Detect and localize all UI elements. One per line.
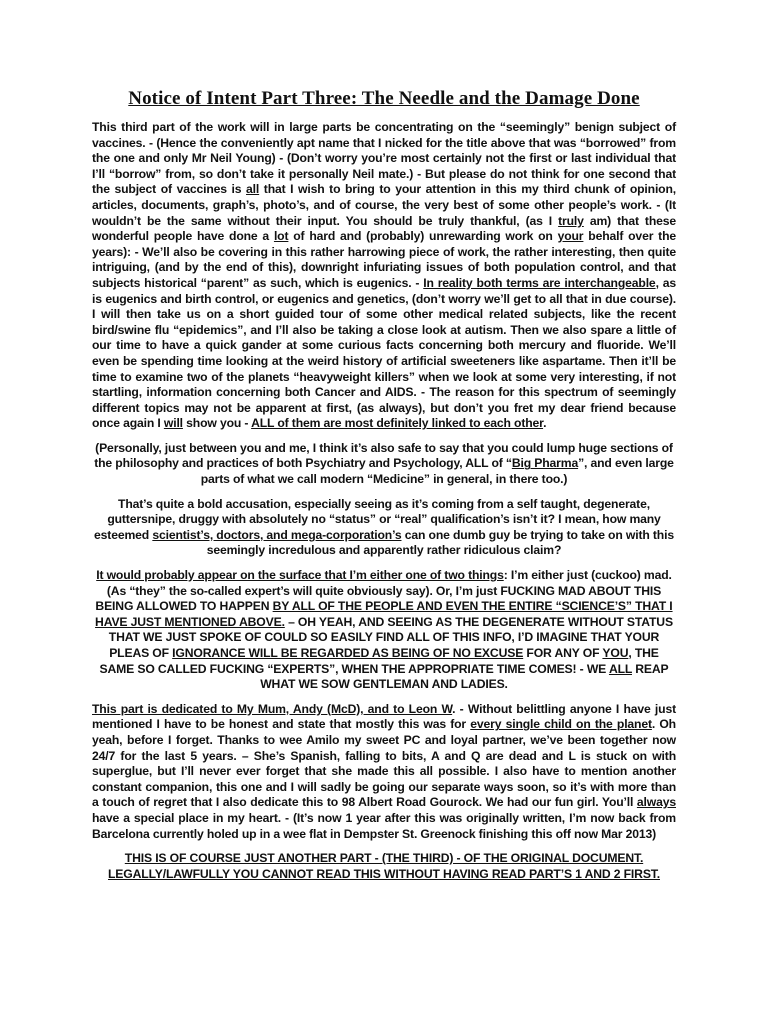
text-run: ”, and even large parts of what we call modern “Medicine” in general, in there too.) [200, 456, 674, 487]
text-run: FOR ANY OF [523, 646, 603, 660]
underlined-text: every single child on the planet [470, 717, 652, 732]
underlined-text: It would probably appear on the surface that I’m either one of two things [96, 568, 504, 583]
underlined-text: IGNORANCE WILL BE REGARDED AS BEING OF NO EXCUSE [172, 646, 524, 660]
paragraph-two-things [92, 568, 676, 693]
text-run: (Personally, just between you and me, I think it’s also safe to say that you could lump huge sections of the philosophy and practices of both Psychiatry and Psychology, ALL of “ [94, 440, 673, 471]
underlined-text: In reality both terms are interchangeable [423, 275, 656, 290]
underlined-text: always [636, 795, 676, 810]
text-run: have a special place in my heart. - (It’s now 1 year after this was originally written, I’m now back from Barcelona currently holed up in a wee flat in Dempster St. Greenock finishing this off now Mar 2013) [92, 810, 676, 841]
text-run: that I wish to bring to your attention in this my third chunk of opinion, articles, documents, graph’s, photo’s, and of course, the very best of some other people’s work. - (It wouldn’t be the same without their input. You should be truly thankful, (as I [92, 182, 677, 228]
paragraph-intro [92, 120, 676, 432]
paragraph-legal-notice [92, 851, 676, 882]
text-run: This third part of the work will in large parts be concentrating on the “seemingly” benign subject of vaccines. - (Hence the conveniently apt name that I nicked for the title above that was “borrowed” from the one and only Mr Neil Young) - (Don’t worry you’re most certainly not the first or last individual that I’ll “borrow” from, so don’t take it personally Neil mate.) - But please do not think for one second that the subject of vaccines is [92, 120, 676, 197]
text-run: , as is eugenics and birth control, or eugenics and genetics, (don’t worry we’ll get to all that in due course). I will then take us on a short guided tour of some other medical related subjects, like the recent bird/swine flu “epidemics”, and I’ll also be taking a close look at autism. Then we also spare a little of our time to have a quick gander at some curious facts concerning both mercury and fluoride. We’ll even be spending time looking at the weird history of artificial sweeteners like aspartame. Then it’ll be time to examine two of the planets “heavyweight killers” when we look at some very interesting, if not startling, information concerning both Cancer and AIDS. - The reason for this spectrum of seemingly different topics may not be apparent at first, (as always), but don’t you fret my dear friend because once again I [92, 275, 676, 431]
underlined-text: lot [273, 229, 289, 244]
text-run: show you - [182, 416, 252, 431]
underlined-text: BY ALL OF THE PEOPLE AND EVEN THE ENTIRE “SCIENCE’S” THAT I HAVE JUST MENTIONED ABOVE. [95, 599, 673, 629]
paragraph-psychiatry-note [92, 441, 676, 488]
underlined-text: all [246, 182, 260, 197]
text-run: REAP WHAT WE SOW GENTLEMAN AND LADIES. [260, 661, 669, 692]
underlined-text: Big Pharma [511, 456, 579, 471]
underlined-text: your [557, 229, 584, 244]
underlined-text: THIS IS OF COURSE JUST ANOTHER PART - (THE THIRD) - OF THE ORIGINAL DOCUMENT. LEGALLY/LAWFULLY YOU CANNOT READ THIS WITHOUT HAVING READ PART’S 1 AND 2 FIRST. [108, 851, 660, 881]
paragraph-dedication [92, 702, 676, 842]
document-title: Notice of Intent Part Three: The Needle and the Damage Done [128, 88, 640, 109]
text-run: am) that these wonderful people have done a [92, 213, 677, 244]
paragraph-bold-accusation [92, 497, 676, 559]
text-run: . - Without belittling anyone I have just mentioned I have to be honest and state that mostly this was for [92, 701, 676, 732]
underlined-text: This part is dedicated to My Mum, Andy (McD), and to Leon W [92, 701, 453, 716]
text-run: , THE SAME SO CALLED FUCKING “EXPERTS”, WHEN THE APPROPRIATE TIME COMES! - WE [99, 646, 659, 676]
underlined-text: ALL of them are most definitely linked to each other [251, 416, 544, 431]
text-run: of hard and (probably) unrewarding work on [288, 229, 558, 244]
underlined-text: ALL [608, 661, 632, 676]
text-run: . [543, 416, 547, 431]
text-run: : I’m either just (cuckoo) mad. (As “they” the so-called expert’s will quite obviously say). Or, I’m just FUCKING MAD ABOUT THIS BEING ALLOWED TO HAPPEN [95, 568, 672, 614]
underlined-text: truly [558, 213, 584, 228]
underlined-text: YOU [602, 646, 629, 660]
underlined-text: scientist’s, doctors, and mega-corporation’s [152, 527, 402, 542]
text-run: . Oh yeah, before I forget. Thanks to wee Amilo my sweet PC and loyal partner, we’ve been together now 24/7 for the last 5 years. – She’s Spanish, falling to bits, A and Q are dead and L is stuck on with superglue, but I’ll never ever forget that she made this all possible. I also have to mention another constant companion, this one and I will sadly be going our separate ways soon, so it’s with more than a touch of regret that I also dedicate this to 98 Albert Road Gourock. We had our fun girl. You’ll [92, 717, 676, 810]
underlined-text: will [163, 416, 183, 431]
text-run: – OH YEAH, AND SEEING AS THE DEGENERATE WITHOUT STATUS THAT WE JUST SPOKE OF COULD SO EASILY FIND ALL OF THIS INFO, I’D IMAGINE THAT YOUR PLEAS OF [108, 614, 673, 660]
text-run: That’s quite a bold accusation, especially seeing as it’s coming from a self taught, degenerate, guttersnipe, druggy with absolutely no “status” or “real” qualification’s isn’t it? I mean, how many esteemed [94, 496, 661, 542]
text-run: can one dumb guy be trying to take on with this seemingly incredulous and apparently rather ridiculous claim? [206, 527, 674, 558]
text-run: behalf over the years): - We’ll also be covering in this rather harrowing piece of work, the rather interesting, then quite intriguing, (and by the end of this), downright infuriating issues of both population control, and that subjects historical “parent” as such, which is eugenics. - [92, 229, 676, 290]
